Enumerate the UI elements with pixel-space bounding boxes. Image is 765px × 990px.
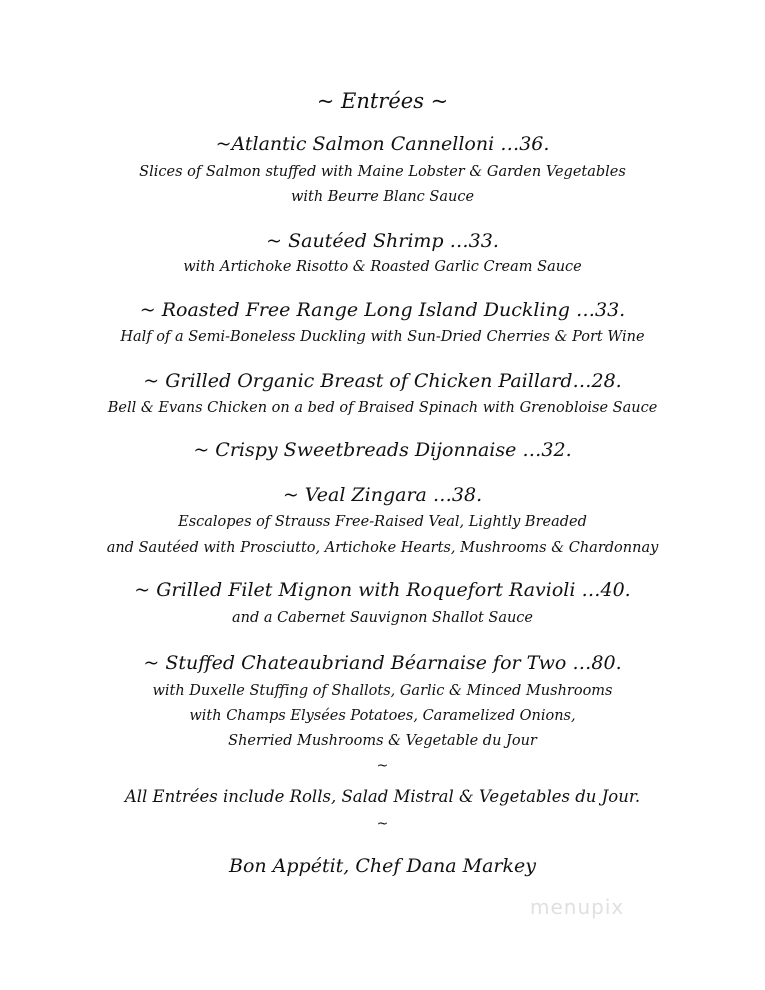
menu-item-description: with Duxelle Stuffing of Shallots, Garlic & Minced Mushrooms	[152, 683, 613, 699]
menu-item-description: and a Cabernet Sauvignon Shallot Sauce	[231, 610, 534, 626]
separator: ~	[376, 758, 389, 774]
menu-item-title: ~ Roasted Free Range Long Island Duckling …33.	[139, 299, 626, 321]
menu-item-title: ~ Grilled Organic Breast of Chicken Paillard…28.	[143, 370, 622, 392]
menu-item-title: ~ Grilled Filet Mignon with Roquefort Ravioli …40.	[134, 579, 631, 601]
menu-item-description: with Artichoke Risotto & Roasted Garlic Cream Sauce	[183, 259, 582, 275]
menu-item-title: ~ Sautéed Shrimp …33.	[266, 230, 499, 252]
menu-item-title: ~ Crispy Sweetbreads Dijonnaise …32.	[193, 439, 572, 461]
separator: ~	[376, 816, 389, 832]
menu-heading: ~ Entrées ~	[316, 89, 449, 113]
menu-item-title: ~ Veal Zingara …38.	[282, 484, 483, 506]
chef-signature: Bon Appétit, Chef Dana Markey	[228, 855, 536, 877]
menu-item-description: Escalopes of Strauss Free-Raised Veal, Lightly Breaded	[178, 514, 587, 530]
menu-item-description: Half of a Semi-Boneless Duckling with Sun-Dried Cherries & Port Wine	[120, 329, 645, 345]
watermark-logo: menupix	[530, 895, 625, 919]
menu-item-description: and Sautéed with Prosciutto, Artichoke Hearts, Mushrooms & Chardonnay	[106, 540, 659, 556]
menu-item-description: with Beurre Blanc Sauce	[290, 189, 475, 205]
menu-item-description: with Champs Elysées Potatoes, Caramelized Onions,	[189, 708, 576, 724]
menu-item-title: ~Atlantic Salmon Cannelloni …36.	[215, 133, 550, 155]
footer-note: All Entrées include Rolls, Salad Mistral & Vegetables du Jour.	[124, 787, 641, 806]
menu-item-title: ~ Stuffed Chateaubriand Béarnaise for Two …80.	[143, 652, 622, 674]
menu-item-description: Bell & Evans Chicken on a bed of Braised Spinach with Grenobloise Sauce	[107, 400, 658, 416]
menu-item-description: Sherried Mushrooms & Vegetable du Jour	[228, 733, 537, 749]
menu-item-description: Slices of Salmon stuffed with Maine Lobster & Garden Vegetables	[139, 164, 626, 180]
